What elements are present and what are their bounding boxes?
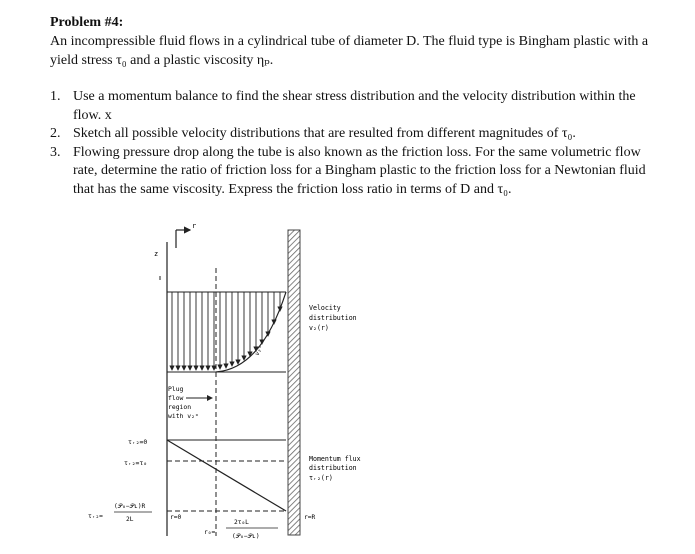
- momentum-label: distribution: [309, 464, 357, 472]
- plug-region-label: flow: [168, 394, 184, 402]
- plug-region-label: Plug: [168, 385, 184, 393]
- question-number: 3.: [50, 144, 61, 160]
- tube-wall: [288, 230, 300, 535]
- question-number: 1.: [50, 89, 61, 104]
- question-item: [50, 144, 660, 200]
- r-wall-label: r=R: [304, 514, 316, 521]
- question-list: [50, 88, 660, 199]
- tau-wall-denominator: 2L: [126, 516, 134, 523]
- velocity-label: v₂(r): [309, 324, 329, 332]
- problem-statement: An incompressible fluid flows in a cylindrical tube of diameter D. The fluid type is Bingham plastic with a yield stress τ₀ and a plastic viscosity ηₚ.: [50, 34, 649, 68]
- momentum-label: τᵣ₂(r): [309, 474, 333, 482]
- question-text: Flowing pressure drop along the tube is also known as the friction loss. For the same volumetric flow rate, determine the ratio of friction loss for a Bingham plastic to the friction loss for a Newtonian fluid that has the same viscosity. Express the friction loss ratio in terms of D and τ₀.: [73, 144, 646, 197]
- r-axis-label: r: [192, 222, 197, 230]
- question-text: Use a momentum balance to find the shear stress distribution and the velocity distribution within the flow. x: [73, 89, 636, 123]
- plug-region-label: region: [168, 403, 192, 411]
- r-zero-label: r=0: [170, 514, 182, 521]
- r0-prefix: r₀=: [204, 529, 216, 536]
- question-item: [50, 125, 660, 144]
- plug-region-label: with v₂ᵒ: [168, 412, 199, 420]
- question-number: 2.: [50, 126, 61, 141]
- flux-linear-line: [167, 440, 286, 511]
- velocity-profile-curve: [216, 292, 286, 372]
- question-item: [50, 88, 660, 125]
- r0-numerator: 2τ₀L: [234, 519, 249, 526]
- tau-wall-numerator: (𝒫₀−𝒫ʟ)R: [114, 503, 146, 510]
- velocity-arrows: [172, 292, 280, 370]
- z-axis-label: z: [154, 250, 159, 258]
- momentum-label: Momentum flux: [309, 455, 361, 463]
- bingham-flow-diagram: [88, 218, 361, 554]
- velocity-label: Velocity: [309, 304, 341, 312]
- tau-wall-prefix: τᵣ₂=: [88, 513, 103, 520]
- tau-zero-label: τᵣ₂=0: [128, 438, 148, 446]
- velocity-curve-label: v₂ᵒ: [253, 344, 266, 357]
- tau-yield-label: τᵣ₂=τ₀: [124, 459, 148, 467]
- problem-title: Problem #4:: [50, 15, 124, 30]
- r0-denominator: (𝒫₀−𝒫ʟ): [232, 533, 260, 540]
- question-text: Sketch all possible velocity distributions that are resulted from different magnitudes of τ₀.: [73, 126, 576, 141]
- velocity-label: distribution: [309, 314, 357, 322]
